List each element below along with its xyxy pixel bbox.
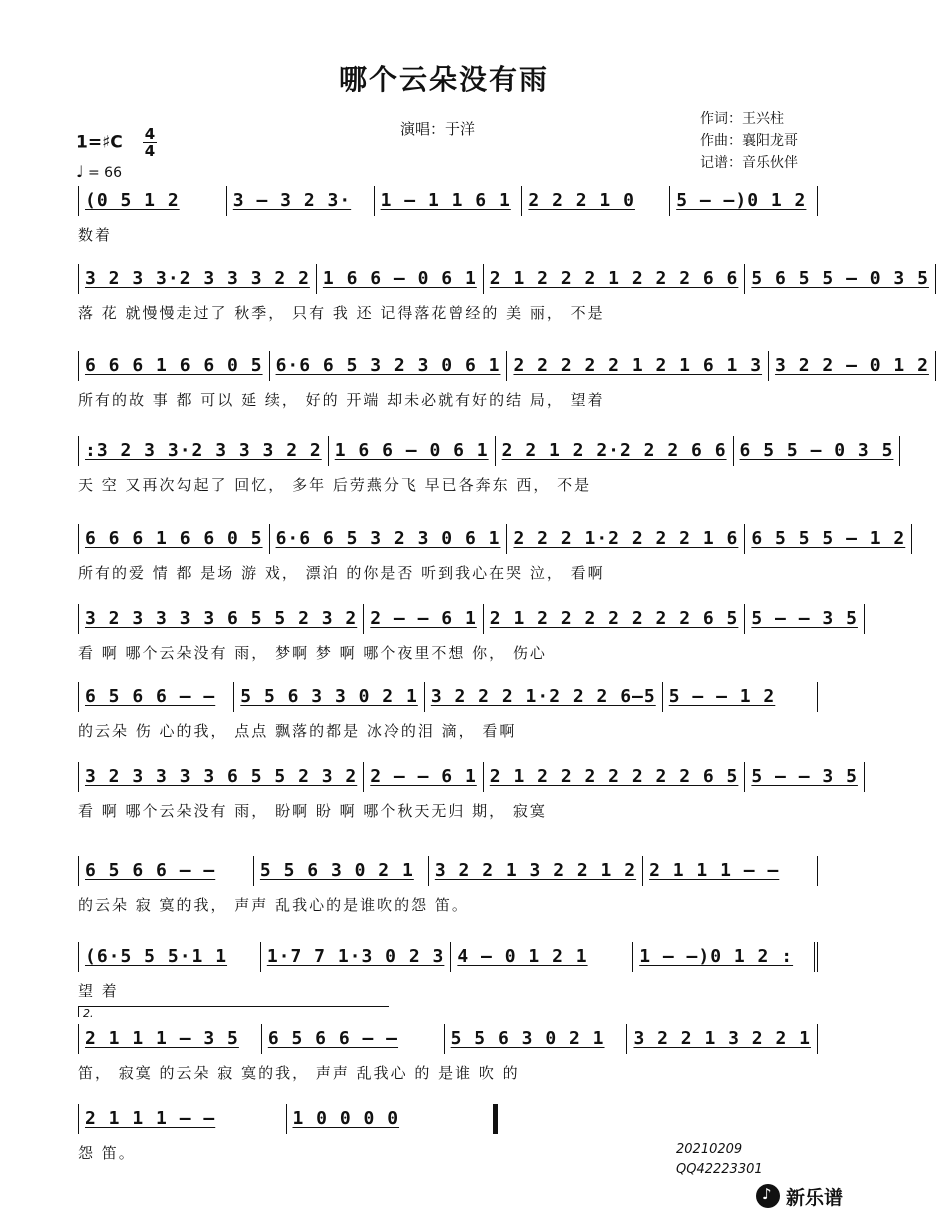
score-system [78,180,818,254]
score-system [78,850,818,924]
singer-credit: 演唱：于洋 [400,120,476,138]
score-system [78,258,929,332]
measure: 5 – – 3 5 [745,762,865,792]
measure: 3 2 2 1 3 2 2 1 2 [429,856,643,886]
quarter-note-icon: ♩ [76,162,84,181]
lyric-line: 的云朵 寂 寞的我， 声声 乱我心的是谁吹的怨 笛。 [78,896,469,914]
measure: (6·5 5 5·1 1 [78,942,261,972]
key-signature [76,126,157,159]
page-title: 哪个云朵没有雨 [338,63,549,96]
measure: 1·7 7 1·3 0 2 3 [261,942,452,972]
time-signature [143,126,157,159]
staff-line [78,936,818,972]
measure: 5 5 6 3 0 2 1 [445,1024,628,1054]
measure: 5 – – 3 5 [745,604,865,634]
measure: 3 2 2 – 0 1 2 [769,351,936,381]
measure: 6 6 6 1 6 6 0 5 [78,524,270,554]
staff-line [78,345,929,381]
measure: 1 0 0 0 0 [287,1104,499,1134]
lyric-line: 所有的爱 情 都 是场 游 戏， 漂泊 的你是否 听到我心在哭 泣， 看啊 [78,564,605,582]
measure: 2 2 1 2 2·2 2 2 6 6 [496,436,734,466]
measure: 3 2 3 3 3 3 6 5 5 2 3 2 [78,604,364,634]
staff-line [78,518,906,554]
lyric-line: 看 啊 哪个云朵没有 雨， 盼啊 盼 啊 哪个秋天无归 期， 寂寞 [78,802,547,820]
measure: 6·6 6 5 3 2 3 0 6 1 [270,351,508,381]
measure: 2 2 2 2 2 1 2 1 6 1 3 [507,351,769,381]
score-system [78,756,858,830]
lyric-line: 数着 [78,226,113,244]
lyric-line: 的云朵 伤 心的我， 点点 飘落的都是 冰冷的泪 滴， 看啊 [78,722,517,740]
measure: 5 5 6 3 3 0 2 1 [234,682,425,712]
measure: 6 5 5 5 – 1 2 [745,524,912,554]
measure: 6·6 6 5 3 2 3 0 6 1 [270,524,508,554]
measure: 6 5 6 6 – – [262,1024,445,1054]
measure: 2 – – 6 1 [364,762,484,792]
measure: 3 2 3 3 3 3 6 5 5 2 3 2 [78,762,364,792]
measure: 2 2 2 1 0 [522,186,670,216]
score-system [78,676,818,750]
score-system [78,598,858,672]
music-disc-icon [756,1184,780,1208]
staff-line [78,258,929,294]
measure: 6 5 6 6 – – [78,682,234,712]
staff-line [78,180,818,216]
score-system [78,430,894,504]
tempo-marking [76,162,122,181]
measure: 5 6 5 5 – 0 3 5 [745,264,936,294]
lyric-line: 天 空 又再次勾起了 回忆， 多年 后劳燕分飞 早已各奔东 西， 不是 [78,476,592,494]
staff-line [78,1018,818,1054]
score-system [78,1018,818,1092]
measure: 2 1 2 2 2 2 2 2 2 6 5 [484,604,746,634]
measure: 2 1 2 2 2 1 2 2 2 6 6 [484,264,746,294]
measure: 4 – 0 1 2 1 [451,942,633,972]
score-system [78,1098,498,1172]
score-system [78,345,929,419]
transcription-date: 20210209 [676,1142,743,1157]
staff-line [78,1098,498,1134]
measure: 2 1 2 2 2 2 2 2 2 6 5 [484,762,746,792]
lyric-line: 望 着 [78,982,119,1000]
measure: 5 – –)0 1 2 [670,186,818,216]
measure: 3 2 3 3·2 3 3 3 2 2 [78,264,317,294]
measure: 2 1 1 1 – – [643,856,818,886]
composer-credit: 作曲：襄阳龙哥 [700,133,798,149]
site-logo[interactable] [756,1182,843,1210]
measure: 3 2 2 2 1·2 2 2 6–5 [425,682,663,712]
measure: 2 1 1 1 – 3 5 [78,1024,262,1054]
measure: 6 5 5 – 0 3 5 [734,436,901,466]
staff-line [78,850,818,886]
logo-text: 新乐谱 [786,1186,844,1209]
measure: 5 – – 1 2 [663,682,818,712]
score-system [78,936,818,1010]
measure: 1 – 1 1 6 1 [375,186,523,216]
measure: 6 6 6 1 6 6 0 5 [78,351,270,381]
lyric-line: 所有的故 事 都 可以 延 续， 好的 开端 却未必就有好的结 局， 望着 [78,391,605,409]
measure: 6 5 6 6 – – [78,856,254,886]
measure: 2 1 1 1 – – [78,1104,287,1134]
transcriber-credit: 记谱：音乐伙伴 [700,155,798,171]
staff-line [78,756,858,792]
key-label: 1=♯C [76,132,123,153]
staff-line [78,676,818,712]
measure: 1 6 6 – 0 6 1 [329,436,496,466]
lyric-line: 笛， 寂寞 的云朵 寂 寞的我， 声声 乱我心 的 是谁 吹 的 [78,1064,520,1082]
lyric-line: 看 啊 哪个云朵没有 雨， 梦啊 梦 啊 哪个夜里不想 你， 伤心 [78,644,547,662]
staff-line [78,430,894,466]
measure: 2 – – 6 1 [364,604,484,634]
lyric-line: 怨 笛。 [78,1144,136,1162]
measure: 1 6 6 – 0 6 1 [317,264,484,294]
contact-qq: QQ42223301 [676,1162,763,1177]
time-sig-bottom: 4 [144,142,156,160]
lyric-line: 落 花 就慢慢走过了 秋季， 只有 我 还 记得落花曾经的 美 丽， 不是 [78,304,605,322]
staff-line [78,598,858,634]
second-ending-bracket [78,1006,389,1020]
measure: (0 5 1 2 [78,186,227,216]
tempo-value: = 66 [88,165,122,181]
lyricist-credit: 作词：王兴柱 [700,111,784,127]
measure: 2 2 2 1·2 2 2 2 1 6 [507,524,745,554]
measure: 5 5 6 3 0 2 1 [254,856,429,886]
measure: 3 – 3 2 3· [227,186,375,216]
measure: :3 2 3 3·2 3 3 3 2 2 [78,436,329,466]
credits-block [700,108,798,174]
volta-label: 2. [83,1007,94,1020]
time-sig-top: 4 [144,125,156,143]
measure: 3 2 2 1 3 2 2 1 [627,1024,818,1054]
score-system [78,518,906,592]
measure: 1 – –)0 1 2 : [633,942,818,972]
